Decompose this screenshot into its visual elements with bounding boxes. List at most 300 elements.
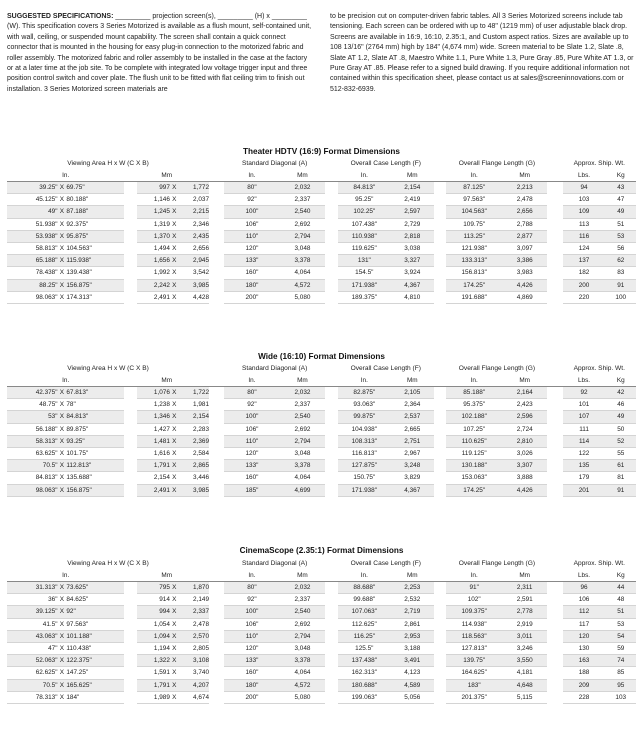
height-in: 39.125" <box>7 606 58 618</box>
times-sign: X <box>58 460 67 472</box>
times-sign: X <box>170 642 179 654</box>
table-row <box>7 642 636 654</box>
viewing-area-header: Viewing Area H x W (C X B) <box>67 160 149 167</box>
unit-label: Kg <box>606 375 636 387</box>
header-spacer <box>434 157 447 170</box>
height-mm: 1,319 <box>137 218 170 230</box>
spacer <box>547 484 562 496</box>
ship-lbs: 201 <box>563 484 606 496</box>
times-sign: X <box>58 267 67 279</box>
flange-in: 119.125" <box>446 447 502 459</box>
intro-left-text: _________ projection screen(s), _________ (H) x _________ (W). This specification covers 3 Series Motorized is available as a flush mount, self-contained unit, with wall, ceiling, or suspended mount capability. The screen shall contain a quick connect connector that is mounted in the housing for easy plug-in connection to the motorized fabric and roller assembly. The motorized fabric and roller assembly to be installed in the case at the factory or at a later time at the job site. To be complete with integrated low voltage trigger input and three position control switch and cover plate. The flush unit to be fitted with flat ceiling trim to finish out installation. 3 Series Motorized screen materials are <box>7 13 312 93</box>
flange-mm: 5,115 <box>502 691 547 703</box>
header-spacer <box>547 557 562 570</box>
unit-label: Lbs. <box>563 170 606 182</box>
case-length-header: Overall Case Length (F) <box>350 560 421 567</box>
diagonal-in: 110" <box>224 435 280 447</box>
spacer <box>325 182 338 194</box>
times-sign: X <box>58 484 67 496</box>
diagonal-mm: 5,080 <box>280 691 325 703</box>
table-title: Wide (16:10) Format Dimensions <box>258 352 385 361</box>
times-sign: X <box>58 387 67 399</box>
spacer <box>209 435 224 447</box>
case-in: 125.5" <box>338 642 391 654</box>
header-spacer <box>209 375 224 387</box>
spacer <box>434 387 447 399</box>
width-mm: 1,981 <box>179 399 209 411</box>
diagonal-in: 100" <box>224 606 280 618</box>
spacer <box>325 630 338 642</box>
height-in: 45.125" <box>7 194 58 206</box>
ship-kg: 85 <box>606 667 636 679</box>
width-in: 73.625" <box>66 582 124 594</box>
height-mm: 1,791 <box>137 460 170 472</box>
height-mm: 1,656 <box>137 255 170 267</box>
width-in: 147.25" <box>66 667 124 679</box>
case-mm: 5,056 <box>391 691 434 703</box>
diagonal-mm: 2,032 <box>280 182 325 194</box>
spacer <box>434 594 447 606</box>
flange-mm: 3,307 <box>502 460 547 472</box>
height-in: 41.5" <box>7 618 58 630</box>
spacer <box>434 182 447 194</box>
spacer <box>434 618 447 630</box>
case-mm: 2,665 <box>391 423 434 435</box>
diagonal-mm: 3,048 <box>280 642 325 654</box>
width-mm: 1,722 <box>179 387 209 399</box>
diagonal-mm: 2,337 <box>280 399 325 411</box>
height-in: 53" <box>7 411 58 423</box>
times-sign: X <box>58 655 67 667</box>
ship-lbs: 137 <box>563 255 606 267</box>
flange-mm: 2,919 <box>502 618 547 630</box>
case-in: 180.688" <box>338 679 391 691</box>
spacer <box>124 679 137 691</box>
height-in: 62.625" <box>7 667 58 679</box>
flange-mm: 3,097 <box>502 242 547 254</box>
times-sign: X <box>170 484 179 496</box>
spacer <box>547 460 562 472</box>
width-in: 78" <box>66 399 124 411</box>
times-sign: X <box>170 435 179 447</box>
table-row <box>7 267 636 279</box>
times-sign: X <box>170 206 179 218</box>
times-sign: X <box>58 472 67 484</box>
case-in: 116.813" <box>338 447 391 459</box>
table-row <box>7 472 636 484</box>
ship-kg: 100 <box>606 291 636 303</box>
spec-table-cinemascope <box>7 557 636 704</box>
width-mm: 2,215 <box>179 206 209 218</box>
ship-kg: 74 <box>606 655 636 667</box>
height-in: 78.438" <box>7 267 58 279</box>
flange-in: 127.813" <box>446 642 502 654</box>
spacer <box>547 194 562 206</box>
width-in: 97.563" <box>66 618 124 630</box>
spacer <box>124 460 137 472</box>
height-in: 70.5" <box>7 460 58 472</box>
flange-in: 87.125" <box>446 182 502 194</box>
height-in: 48.75" <box>7 399 58 411</box>
height-in: 65.188" <box>7 255 58 267</box>
ship-lbs: 96 <box>563 582 606 594</box>
height-mm: 1,094 <box>137 630 170 642</box>
case-length-header: Overall Case Length (F) <box>350 160 421 167</box>
ship-kg: 81 <box>606 472 636 484</box>
height-in: 98.063" <box>7 484 58 496</box>
flange-mm: 3,011 <box>502 630 547 642</box>
unit-label: Mm <box>391 375 434 387</box>
times-sign: X <box>170 230 179 242</box>
times-sign: X <box>58 630 67 642</box>
table-row <box>7 411 636 423</box>
ship-kg: 91 <box>606 279 636 291</box>
case-in: 162.313" <box>338 667 391 679</box>
height-in: 47" <box>7 642 58 654</box>
height-mm: 994 <box>137 606 170 618</box>
width-in: 84.625" <box>66 594 124 606</box>
table-row <box>7 291 636 303</box>
case-in: 171.938" <box>338 279 391 291</box>
height-in: 36" <box>7 594 58 606</box>
table-row <box>7 582 636 594</box>
spacer <box>434 255 447 267</box>
times-sign: X <box>170 691 179 703</box>
ship-kg: 53 <box>606 618 636 630</box>
spacer <box>325 230 338 242</box>
viewing-area-header: Viewing Area H x W (C X B) <box>67 560 149 567</box>
width-in: 67.813" <box>66 387 124 399</box>
header-spacer <box>434 170 447 182</box>
case-mm: 2,751 <box>391 435 434 447</box>
times-sign: X <box>58 279 67 291</box>
case-mm: 4,123 <box>391 667 434 679</box>
case-in: 119.625" <box>338 242 391 254</box>
case-in: 107.438" <box>338 218 391 230</box>
times-sign: X <box>170 194 179 206</box>
times-sign: X <box>170 582 179 594</box>
spacer <box>434 447 447 459</box>
case-mm: 3,327 <box>391 255 434 267</box>
unit-label: Kg <box>606 170 636 182</box>
spacer <box>547 291 562 303</box>
ship-lbs: 200 <box>563 279 606 291</box>
width-mm: 3,985 <box>179 279 209 291</box>
spacer <box>124 387 137 399</box>
diagonal-in: 120" <box>224 447 280 459</box>
ship-kg: 55 <box>606 447 636 459</box>
spacer <box>547 618 562 630</box>
height-mm: 1,076 <box>137 387 170 399</box>
unit-label: Lbs. <box>563 375 606 387</box>
unit-label: In. <box>7 570 124 582</box>
times-sign: X <box>58 582 67 594</box>
flange-mm: 2,591 <box>502 594 547 606</box>
height-in: 58.313" <box>7 435 58 447</box>
diagonal-in: 200" <box>224 691 280 703</box>
spacer <box>547 182 562 194</box>
diagonal-in: 110" <box>224 230 280 242</box>
flange-mm: 3,983 <box>502 267 547 279</box>
spacer <box>209 218 224 230</box>
spacer <box>325 679 338 691</box>
unit-label: Mm <box>391 170 434 182</box>
times-sign: X <box>170 255 179 267</box>
width-mm: 2,805 <box>179 642 209 654</box>
flange-in: 164.625" <box>446 667 502 679</box>
spacer <box>325 447 338 459</box>
ship-kg: 52 <box>606 435 636 447</box>
height-mm: 1,238 <box>137 399 170 411</box>
table-title: CinemaScope (2.35:1) Format Dimensions <box>239 546 404 555</box>
case-in: 108.313" <box>338 435 391 447</box>
flange-in: 102.188" <box>446 411 502 423</box>
diagonal-header: Standard Diagonal (A) <box>242 365 308 372</box>
diagonal-mm: 3,048 <box>280 242 325 254</box>
times-sign: X <box>170 242 179 254</box>
spacer <box>547 242 562 254</box>
width-mm: 3,740 <box>179 667 209 679</box>
spacer <box>209 291 224 303</box>
width-mm: 2,154 <box>179 411 209 423</box>
table-row <box>7 460 636 472</box>
width-mm: 2,478 <box>179 618 209 630</box>
spacer <box>325 484 338 496</box>
times-sign: X <box>58 255 67 267</box>
header-spacer <box>209 557 224 570</box>
diagonal-in: 92" <box>224 399 280 411</box>
case-mm: 2,537 <box>391 411 434 423</box>
spacer <box>434 267 447 279</box>
spacer <box>547 411 562 423</box>
diagonal-mm: 3,378 <box>280 255 325 267</box>
unit-label: In. <box>224 570 280 582</box>
flange-mm: 2,311 <box>502 582 547 594</box>
unit-label: In. <box>338 170 391 182</box>
height-mm: 1,146 <box>137 194 170 206</box>
times-sign: X <box>170 291 179 303</box>
case-in: 116.25" <box>338 630 391 642</box>
flange-in: 91" <box>446 582 502 594</box>
width-mm: 3,985 <box>179 484 209 496</box>
width-in: 92" <box>66 606 124 618</box>
diagonal-in: 133" <box>224 255 280 267</box>
case-in: 93.063" <box>338 399 391 411</box>
ship-lbs: 220 <box>563 291 606 303</box>
spacer <box>547 399 562 411</box>
flange-mm: 2,478 <box>502 194 547 206</box>
ship-kg: 50 <box>606 423 636 435</box>
case-in: 199.063" <box>338 691 391 703</box>
diagonal-in: 100" <box>224 206 280 218</box>
case-mm: 4,367 <box>391 484 434 496</box>
ship-lbs: 179 <box>563 472 606 484</box>
spacer <box>209 655 224 667</box>
times-sign: X <box>58 194 67 206</box>
spacer <box>124 582 137 594</box>
spacer <box>547 667 562 679</box>
spacer <box>434 655 447 667</box>
case-in: 82.875" <box>338 387 391 399</box>
unit-label: Mm <box>391 570 434 582</box>
ship-lbs: 116 <box>563 230 606 242</box>
case-in: 104.938" <box>338 423 391 435</box>
spacer <box>547 472 562 484</box>
times-sign: X <box>58 291 67 303</box>
diagonal-in: 185" <box>224 484 280 496</box>
flange-mm: 3,026 <box>502 447 547 459</box>
flange-mm: 4,181 <box>502 667 547 679</box>
table-row <box>7 484 636 496</box>
flange-mm: 2,788 <box>502 218 547 230</box>
times-sign: X <box>58 679 67 691</box>
ship-kg: 51 <box>606 606 636 618</box>
header-spacer <box>325 375 338 387</box>
diagonal-in: 200" <box>224 291 280 303</box>
flange-mm: 3,550 <box>502 655 547 667</box>
spacer <box>547 218 562 230</box>
times-sign: X <box>170 182 179 194</box>
flange-in: 107.25" <box>446 423 502 435</box>
header-spacer <box>434 375 447 387</box>
case-in: 88.688" <box>338 582 391 594</box>
spacer <box>124 218 137 230</box>
table-row <box>7 399 636 411</box>
height-in: 88.25" <box>7 279 58 291</box>
spacer <box>124 230 137 242</box>
unit-label: In. <box>446 375 502 387</box>
case-mm: 3,188 <box>391 642 434 654</box>
height-mm: 1,346 <box>137 411 170 423</box>
spacer <box>547 630 562 642</box>
diagonal-mm: 5,080 <box>280 291 325 303</box>
table-row <box>7 387 636 399</box>
spacer <box>547 267 562 279</box>
height-mm: 1,481 <box>137 435 170 447</box>
width-mm: 3,108 <box>179 655 209 667</box>
spacer <box>209 679 224 691</box>
case-mm: 3,038 <box>391 242 434 254</box>
flange-in: 121.938" <box>446 242 502 254</box>
header-spacer <box>325 170 338 182</box>
intro-left-column <box>7 12 313 95</box>
diagonal-mm: 2,337 <box>280 594 325 606</box>
table-row <box>7 279 636 291</box>
height-mm: 1,054 <box>137 618 170 630</box>
case-in: 150.75" <box>338 472 391 484</box>
unit-label: In. <box>446 570 502 582</box>
diagonal-mm: 2,794 <box>280 630 325 642</box>
times-sign: X <box>170 655 179 667</box>
spacer <box>124 606 137 618</box>
spacer <box>325 242 338 254</box>
spacer <box>124 182 137 194</box>
diagonal-mm: 2,794 <box>280 230 325 242</box>
flange-mm: 2,656 <box>502 206 547 218</box>
diagonal-mm: 4,064 <box>280 472 325 484</box>
case-mm: 2,719 <box>391 606 434 618</box>
case-in: 127.875" <box>338 460 391 472</box>
diagonal-mm: 2,540 <box>280 606 325 618</box>
header-spacer <box>547 375 562 387</box>
times-sign: X <box>170 679 179 691</box>
times-sign: X <box>58 435 67 447</box>
flange-in: 110.625" <box>446 435 502 447</box>
diagonal-in: 92" <box>224 594 280 606</box>
ship-lbs: 112 <box>563 606 606 618</box>
spacer <box>209 279 224 291</box>
height-in: 78.313" <box>7 691 58 703</box>
height-mm: 1,616 <box>137 447 170 459</box>
case-in: 84.813" <box>338 182 391 194</box>
ship-lbs: 228 <box>563 691 606 703</box>
times-sign: X <box>58 423 67 435</box>
diagonal-mm: 4,064 <box>280 267 325 279</box>
flange-in: 174.25" <box>446 279 502 291</box>
height-in: 31.313" <box>7 582 58 594</box>
flange-in: 183" <box>446 679 502 691</box>
table-row <box>7 230 636 242</box>
ship-lbs: 101 <box>563 399 606 411</box>
flange-in: 109.75" <box>446 218 502 230</box>
height-mm: 1,591 <box>137 667 170 679</box>
case-in: 99.875" <box>338 411 391 423</box>
width-in: 89.875" <box>66 423 124 435</box>
times-sign: X <box>170 447 179 459</box>
spacer <box>325 279 338 291</box>
flange-mm: 4,426 <box>502 484 547 496</box>
ship-kg: 44 <box>606 582 636 594</box>
height-in: 58.813" <box>7 242 58 254</box>
ship-kg: 91 <box>606 484 636 496</box>
width-in: 95.875" <box>66 230 124 242</box>
flange-mm: 3,386 <box>502 255 547 267</box>
spacer <box>434 472 447 484</box>
times-sign: X <box>170 630 179 642</box>
diagonal-in: 160" <box>224 267 280 279</box>
height-mm: 1,194 <box>137 642 170 654</box>
spacer <box>434 218 447 230</box>
spacer <box>124 655 137 667</box>
header-spacer <box>547 362 562 375</box>
height-in: 43.063" <box>7 630 58 642</box>
width-in: 87.188" <box>66 206 124 218</box>
width-mm: 2,656 <box>179 242 209 254</box>
height-in: 39.25" <box>7 182 58 194</box>
diagonal-mm: 4,699 <box>280 484 325 496</box>
spacer <box>325 267 338 279</box>
diagonal-mm: 2,692 <box>280 423 325 435</box>
ship-kg: 59 <box>606 642 636 654</box>
flange-length-header: Overall Flange Length (G) <box>458 160 536 167</box>
times-sign: X <box>58 411 67 423</box>
spacer <box>124 206 137 218</box>
times-sign: X <box>170 267 179 279</box>
width-mm: 2,570 <box>179 630 209 642</box>
diagonal-in: 120" <box>224 242 280 254</box>
height-mm: 2,154 <box>137 472 170 484</box>
case-in: 131" <box>338 255 391 267</box>
case-in: 107.063" <box>338 606 391 618</box>
spacer <box>325 411 338 423</box>
flange-length-header: Overall Flange Length (G) <box>458 560 536 567</box>
diagonal-mm: 2,540 <box>280 206 325 218</box>
diagonal-header: Standard Diagonal (A) <box>242 160 308 167</box>
height-mm: 1,322 <box>137 655 170 667</box>
unit-label: Mm <box>124 375 209 387</box>
ship-kg: 103 <box>606 691 636 703</box>
ship-weight-header: Approx. Ship. Wt. <box>573 160 625 167</box>
